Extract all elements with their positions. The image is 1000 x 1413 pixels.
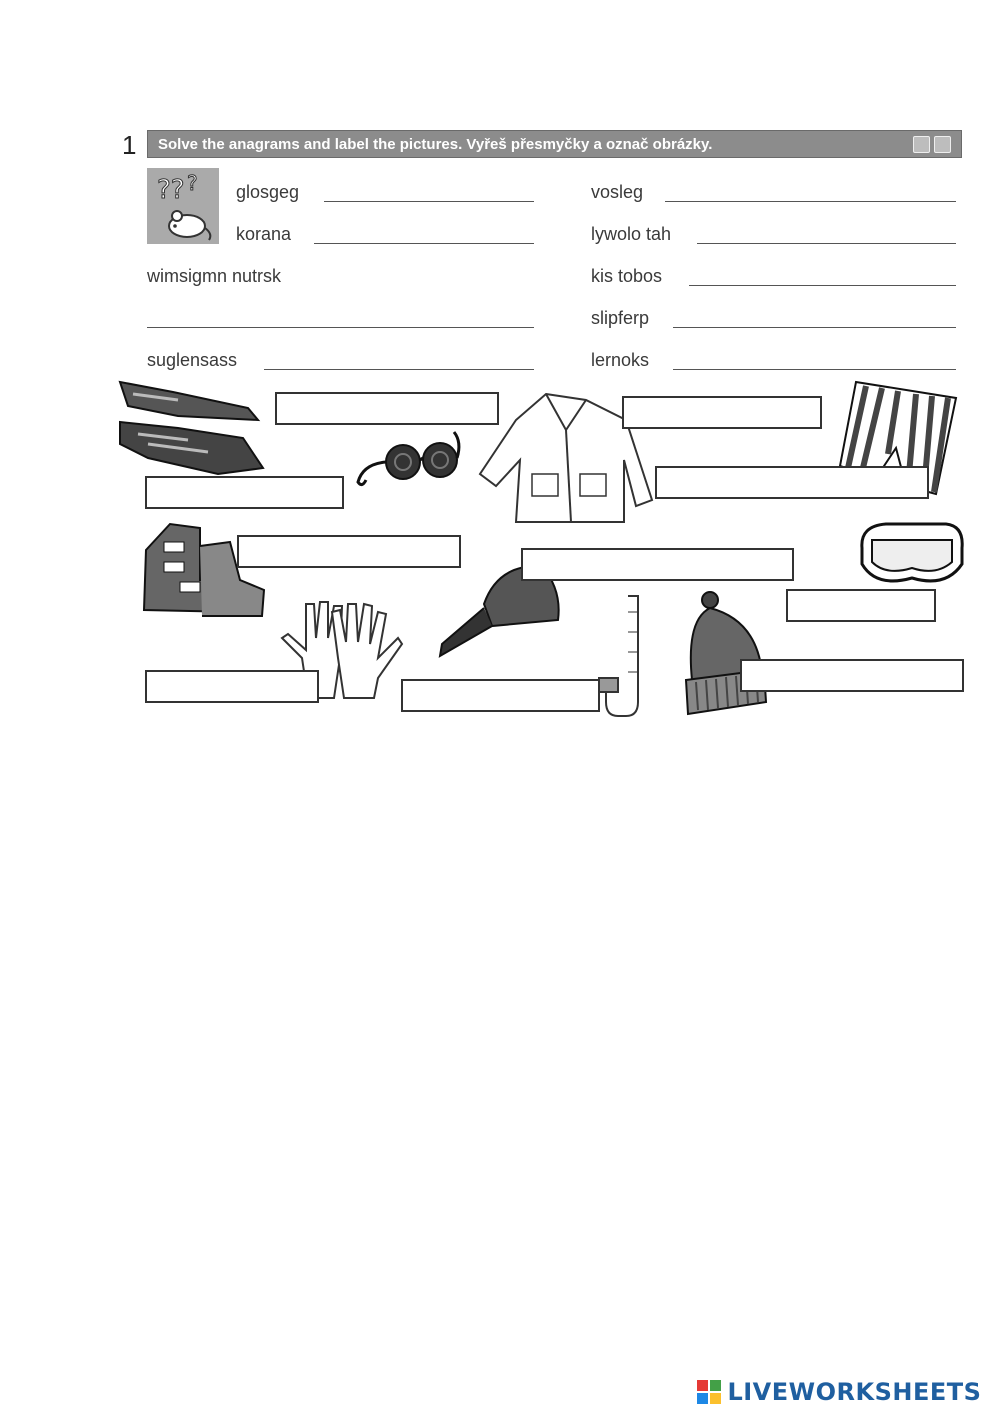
label-box-7[interactable] xyxy=(786,589,936,622)
label-box-3[interactable] xyxy=(145,476,344,509)
label-box-8[interactable] xyxy=(145,670,319,703)
answer-line-left-1[interactable] xyxy=(324,201,534,202)
exercise-number: 1 xyxy=(122,130,137,160)
anagram-right-1: vosleg xyxy=(591,182,644,202)
answer-line-left-2[interactable] xyxy=(314,243,534,244)
answer-line-right-5[interactable] xyxy=(673,369,956,370)
label-box-6[interactable] xyxy=(521,548,794,581)
anagram-right-3: kis tobos xyxy=(591,266,663,286)
snorkel-icon xyxy=(598,592,644,722)
disc-icon xyxy=(934,136,951,153)
anagram-right-4: slipferp xyxy=(591,308,650,328)
anagram-left-1: glosgeg xyxy=(236,182,300,202)
label-box-5[interactable] xyxy=(237,535,461,568)
woolly-hat-icon xyxy=(682,590,768,720)
logo-mark-icon xyxy=(697,1380,721,1404)
anagram-left-3: wimsigmn nutrsk xyxy=(147,266,282,286)
answer-line-left-3[interactable] xyxy=(147,327,534,328)
anagram-left-2: korana xyxy=(236,224,292,244)
logo-text: LIVEWORKSHEETS xyxy=(727,1378,982,1406)
label-box-4[interactable] xyxy=(655,466,929,499)
answer-line-right-4[interactable] xyxy=(673,327,956,328)
answer-line-right-3[interactable] xyxy=(689,285,956,286)
label-box-1[interactable] xyxy=(275,392,499,425)
puzzled-mouse-icon xyxy=(147,168,219,244)
speaker-icon xyxy=(913,136,930,153)
anagram-right-2: lywolo tah xyxy=(591,224,672,244)
instruction-banner xyxy=(147,130,962,158)
instruction-text: Solve the anagrams and label the pictures. Vyřeš přesmyčky a označ obrázky. xyxy=(158,136,713,153)
answer-line-left-4[interactable] xyxy=(264,369,534,370)
svg-text:??: ?? xyxy=(157,175,185,205)
label-box-2[interactable] xyxy=(622,396,822,429)
liveworksheets-logo xyxy=(697,1378,981,1406)
flippers-icon xyxy=(118,378,268,478)
answer-line-right-1[interactable] xyxy=(665,201,956,202)
anagram-left-4: suglensass xyxy=(147,350,238,370)
label-box-9[interactable] xyxy=(401,679,600,712)
svg-text:?: ? xyxy=(187,171,198,195)
answer-line-right-2[interactable] xyxy=(697,243,956,244)
sunglasses-icon xyxy=(348,428,466,494)
label-box-10[interactable] xyxy=(740,659,964,692)
anagram-right-5: lernoks xyxy=(591,350,650,370)
goggles-icon xyxy=(856,518,966,590)
